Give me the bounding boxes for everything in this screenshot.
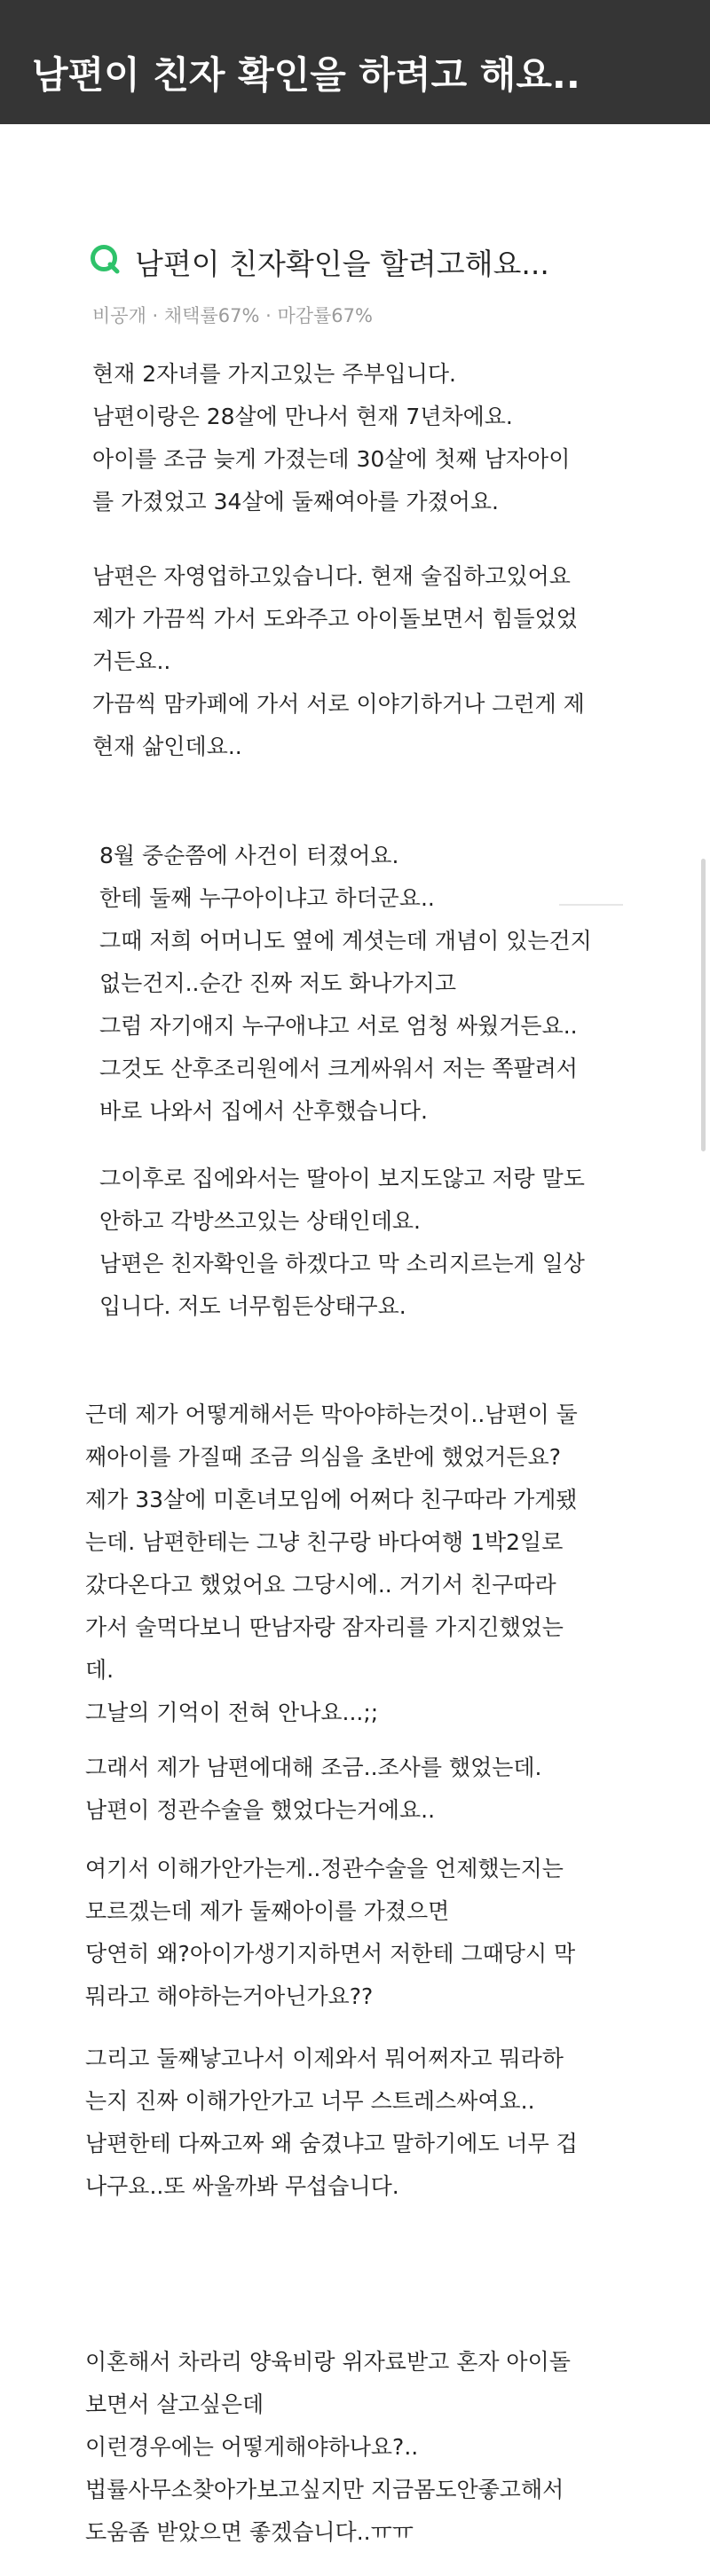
question-title: 남편이 친자확인을 할려고해요... [135,247,549,281]
text-line: 아이를 조금 늦게 가졌는데 30살에 첫째 남자아이 [92,446,571,472]
paragraph [92,353,570,523]
text-line: 데. [85,1657,114,1683]
scrollbar[interactable] [701,859,706,1151]
text-line: 8월 중순쯤에 사건이 터졌어요. [99,843,399,868]
text-line: 안하고 각방쓰고있는 상태인데요. [99,1208,421,1234]
text-line: 그날의 기억이 전혀 안나요...;; [85,1700,379,1725]
text-line: 그럼 자기애지 누구애냐고 서로 엄청 싸웠거든요.. [99,1013,578,1039]
paragraph [99,835,592,1133]
text-line: 법률사무소찾아가보고싶지만 지금몸도안좋고해서 [85,2477,564,2502]
text-line: 제가 가끔씩 가서 도와주고 아이돌보면서 힘들었었 [92,606,578,632]
text-line: 를 가졌었고 34살에 둘째여아를 가졌어요. [92,489,499,514]
paragraph [85,2341,571,2554]
text-line: 도움좀 받았으면 좋겠습니다..ㅠㅠ [85,2519,414,2545]
text-line: 거든요.. [92,648,171,674]
banner-title: 남편이 친자 확인을 하려고 해요.. [32,53,580,97]
text-line: 한테 둘째 누구아이냐고 하더군요.. [99,885,435,911]
text-line: 없는건지..순간 진짜 저도 화나가지고 [99,970,456,996]
text-line: 제가 33살에 미혼녀모임에 어쩌다 친구따라 가게됐 [85,1487,578,1512]
text-line: 그때 저희 어머니도 옆에 계셧는데 개념이 있는건지 [99,928,592,954]
text-line: 그것도 산후조리원에서 크게싸워서 저는 쪽팔려서 [99,1056,578,1081]
paragraph [85,2038,578,2208]
paragraph [99,1158,585,1328]
text-line: 그래서 제가 남편에대해 조금..조사를 했었는데. [85,1755,542,1780]
text-line: 그리고 둘째낳고나서 이제와서 뭐어쩌자고 뭐라하 [85,2046,564,2071]
question-meta: 비공개 · 채택률67% · 마감률67% [92,305,373,326]
text-line: 갔다온다고 했었어요 그당시에.. 거기서 친구따라 [85,1572,556,1598]
text-line: 째아이를 가질때 조금 의심을 초반에 했었거든요? [85,1444,562,1470]
text-line: 입니다. 저도 너무힘든상태구요. [99,1293,406,1319]
text-line: 는데. 남편한테는 그냥 친구랑 바다여행 1박2일로 [85,1529,564,1555]
paragraph [85,1747,541,1832]
text-line: 뭐라고 해야하는거아닌가요?? [85,1983,374,2009]
text-line: 가끔씩 맘카페에 가서 서로 이야기하거나 그런게 제 [92,691,585,717]
text-line: 이런경우에는 어떻게해야하나요?.. [85,2434,419,2460]
text-line: 나구요..또 싸울까봐 무섭습니다. [85,2173,399,2199]
text-line: 남편은 자영업하고있습니다. 현재 술집하고있어요 [92,563,571,589]
paragraph [85,1848,575,2018]
text-line: 남편한테 다짜고짜 왜 숨겼냐고 말하기에도 너무 겁 [85,2131,578,2156]
text-line: 바로 나와서 집에서 산후했습니다. [99,1098,428,1124]
text-line: 남편이랑은 28살에 만나서 현재 7년차에요. [92,404,513,429]
text-line: 남편은 친자확인을 하겠다고 막 소리지르는게 일상 [99,1251,585,1276]
text-line: 당연히 왜?아이가생기지하면서 저한테 그때당시 막 [85,1941,576,1967]
text-line: 이혼해서 차라리 양육비랑 위자료받고 혼자 아이돌 [85,2349,571,2375]
text-line: 가서 술먹다보니 딴남자랑 잠자리를 가지긴했었는 [85,1614,564,1640]
question-q-icon [89,243,121,275]
text-line: 근데 제가 어떻게해서든 막아야하는것이..남편이 둘 [85,1402,578,1427]
text-line: 는지 진짜 이해가안가고 너무 스트레스싸여요.. [85,2088,535,2114]
text-line: 현재 삶인데요.. [92,734,242,759]
text-line: 그이후로 집에와서는 딸아이 보지도않고 저랑 말도 [99,1166,585,1191]
top-banner [0,0,710,124]
text-line: 남편이 정관수술을 했었다는거에요.. [85,1797,436,1823]
paragraph [92,555,585,768]
text-line: 모르겠는데 제가 둘째아이를 가졌으면 [85,1898,450,1924]
text-line: 현재 2자녀를 가지고있는 주부입니다. [92,361,456,387]
text-line: 여기서 이해가안가는게..정관수술을 언제했는지는 [85,1856,564,1881]
text-line: 보면서 살고싶은데 [85,2391,264,2417]
paragraph [85,1394,578,1734]
